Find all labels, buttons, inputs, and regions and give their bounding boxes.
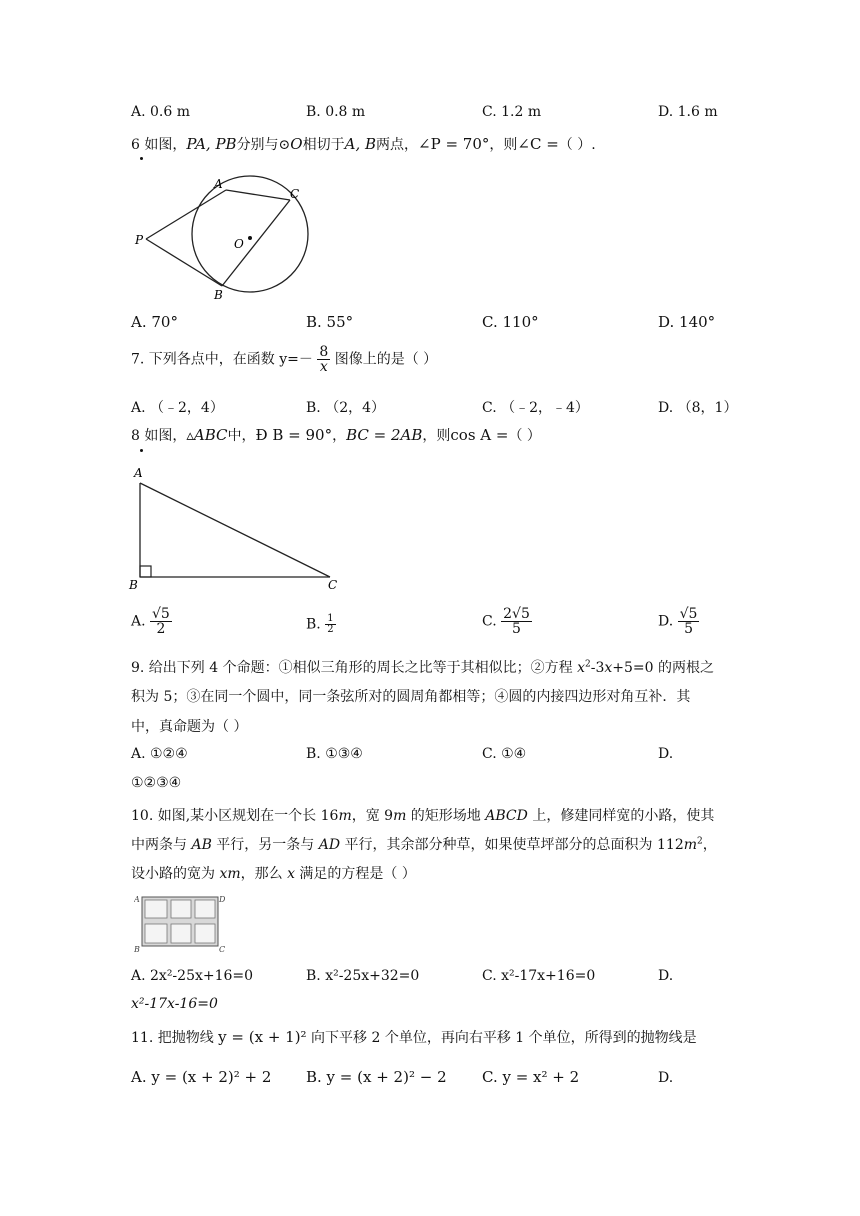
label-c: C xyxy=(290,187,300,201)
q6-option-d: D. 140° xyxy=(658,313,716,331)
q10-line-3: 设小路的宽为 xm，那么 x 满足的方程是（ ） xyxy=(131,866,416,882)
q6-option-a: A. 70° xyxy=(131,313,178,331)
label-p: P xyxy=(135,233,144,247)
q8-triangle-figure xyxy=(125,462,350,592)
q5-option-b: B. 0.8 m xyxy=(306,104,366,120)
q11-option-a: A. y = (x + 2)² + 2 xyxy=(131,1068,272,1086)
q6-stem: 6 如图，PA, PB分别与⊙O相切于A, B两点，∠P = 70°，则∠C =（ ）. xyxy=(131,135,596,153)
q8-option-a: A. $\frac{√5}{2}$ xyxy=(131,606,170,637)
q10-option-b: B. x²-25x+32=0 xyxy=(306,968,420,984)
label-a: A xyxy=(214,177,223,191)
q10-option-c: C. x²-17x+16=0 xyxy=(482,968,596,984)
q8-stem: 8 如图，▵ABC中，Ð B = 90°，BC = 2AB，则cos A =（ ） xyxy=(131,426,541,444)
q11-option-c: C. y = x² + 2 xyxy=(482,1068,580,1086)
q9-option-c: C. ①④ xyxy=(482,746,527,762)
marker-dot xyxy=(140,157,143,160)
label-c: C xyxy=(328,578,338,592)
q5-option-c: C. 1.2 m xyxy=(482,104,542,120)
q9-line-1: 9. 给出下列 4 个命题：①相似三角形的周长之比等于其相似比；②方程 $x^2-3x+5=0$ 的两根之 xyxy=(131,659,714,676)
q8-option-c: C. $\frac{2√5}{5}$ xyxy=(482,606,530,637)
q6-circle-figure xyxy=(130,172,320,307)
q9-line-2: 积为 5；③在同一个圆中，同一条弦所对的圆周角都相等；④圆的内接四边形对角互补．其 xyxy=(131,689,691,705)
q9-option-a: A. ①②④ xyxy=(131,746,188,762)
q9-option-b: B. ①③④ xyxy=(306,746,363,762)
q7-option-a: A. （﹣2，4） xyxy=(131,400,224,416)
q6-option-c: C. 110° xyxy=(482,313,539,331)
q7-option-b: B. （2，4） xyxy=(306,400,386,416)
label-b: B xyxy=(134,945,140,954)
label-a: A xyxy=(134,466,143,480)
q10-line-2: 中两条与 AB 平行，另一条与 AD 平行，其余部分种草，如果使草坪部分的总面积为 $112m^2$， xyxy=(131,836,717,853)
q7-option-c: C. （﹣2，﹣4） xyxy=(482,400,589,416)
label-o: O xyxy=(234,237,244,251)
label-b: B xyxy=(129,578,138,592)
marker-dot xyxy=(140,449,143,452)
q10-option-a: A. 2x²-25x+16=0 xyxy=(131,968,254,984)
q5-option-a: A. 0.6 m xyxy=(131,104,191,120)
q9-line-3: 中，真命题为（ ） xyxy=(131,719,248,735)
q5-option-d: D. 1.6 m xyxy=(658,104,718,120)
q9-option-d-content: ①②③④ xyxy=(131,775,182,791)
q10-rectangle-figure xyxy=(134,892,232,954)
label-d: D xyxy=(219,895,226,904)
label-c: C xyxy=(219,945,226,954)
label-a: A xyxy=(134,895,140,904)
label-b: B xyxy=(214,288,223,302)
q11-stem: 11. 把抛物线 y = (x + 1)² 向下平移 2 个单位，再向右平移 1 个单位，所得到的抛物线是 xyxy=(131,1028,697,1046)
q10-option-d-content: x²-17x-16=0 xyxy=(131,996,218,1012)
q8-option-d: D. $\frac{√5}{5}$ xyxy=(658,606,698,637)
q7-option-d: D. （8，1） xyxy=(658,400,738,416)
q9-option-d: D. xyxy=(658,746,674,762)
q11-option-b: B. y = (x + 2)² − 2 xyxy=(306,1068,447,1086)
q10-option-d: D. xyxy=(658,968,674,984)
q6-option-b: B. 55° xyxy=(306,313,354,331)
q7-fraction: $\frac{8}{x}$ xyxy=(319,344,329,375)
q11-option-d: D. xyxy=(658,1070,674,1086)
q7-stem: 7. 下列各点中，在函数 y=－ $\frac{8}{x}$ 图像上的是（ ） xyxy=(131,344,438,375)
q10-line-1: 10. 如图,某小区规划在一个长 16m，宽 9m 的矩形场地 ABCD 上，修建同样宽的小路，使其 xyxy=(131,808,715,824)
q8-option-b: B. $\frac{1}{2}$ xyxy=(306,613,334,635)
